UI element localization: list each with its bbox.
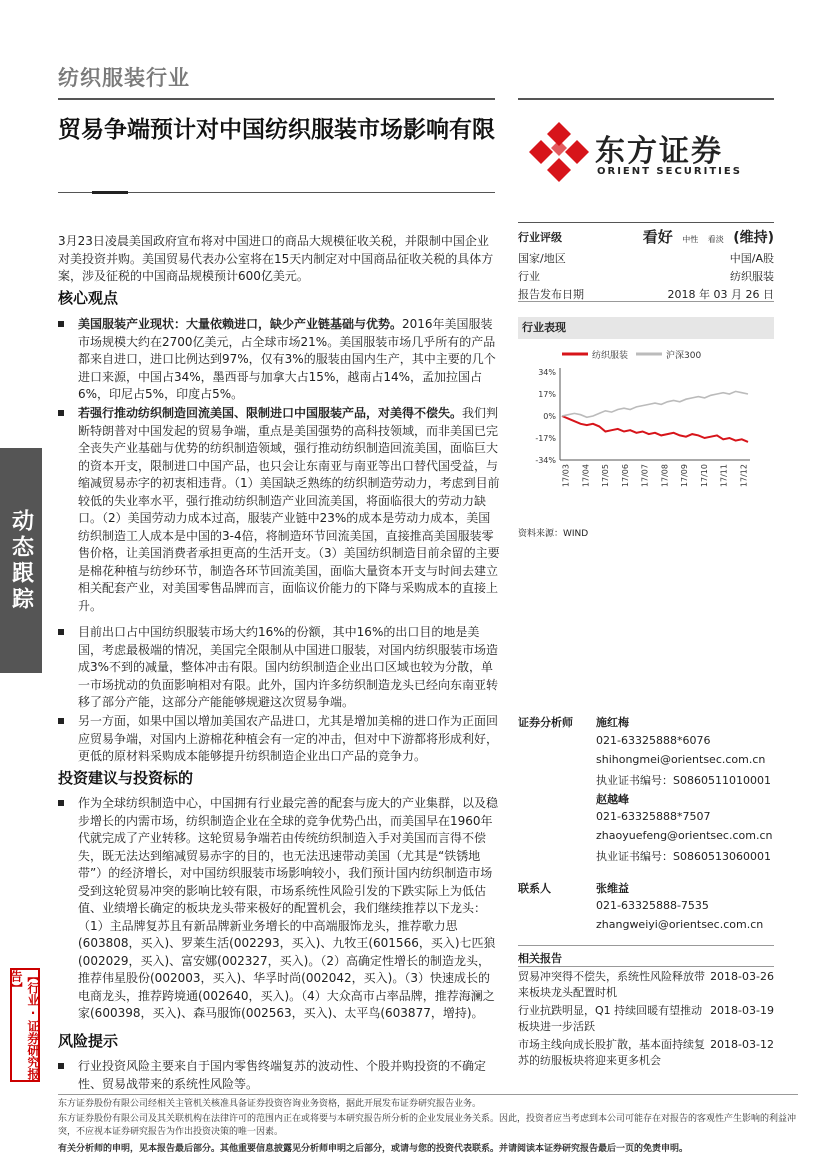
bullet-icon bbox=[58, 800, 64, 806]
bullet-icon bbox=[58, 718, 64, 724]
related-title[interactable]: 行业抗跌明显，Q1 持续回暖有望推动板块进一步活跃 bbox=[518, 1004, 703, 1033]
contact-label: 联系人 bbox=[518, 882, 551, 895]
bullet-icon bbox=[58, 1063, 64, 1069]
invest-heading: 投资建议与投资标的 bbox=[58, 769, 194, 787]
invest-text: 作为全球纺织制造中心，中国拥有行业最完善的配套与庞大的产业集群，以及稳步增长的内需市场，纺织制造企业在全球的竞争优势凸出，而美国早在1960年代就完成了产业转移。这轮贸易争端若由传统纺织制造入手对美国而言得不偿失，既无法达到缩减贸易赤字的目的，也无法迅速带动美国（尤其是“铁锈地带”）的经济增长，对中国纺织服装市场影响较小，我们预计国内纺织制造市场受到这轮贸易冲突的影响比较有限，市场系统性风险引发的下跌实际上为低估值、业绩增长确定的板块龙头带来极好的配置机会，我们继续推荐以下龙头：（1）主品牌复苏且有新品牌新业务增长的中高端服饰龙头，推荐歌力思(603808，买入)、罗莱生活(002293，买入)、九牧王(601566，买入)七匹狼(002029，买入)、富安娜(002327，买入)。（2）高确定性增长的制造龙头，推荐伟星股份(002003，买入)、华孚时尚(002042，买入)。（3）快速成长的电商龙头，推荐跨境通(002640，买入)。（4）大众高市占率品牌，推荐海澜之家(600398，买入)、森马服饰(002563，买入)、太平鸟(603877，增持)。 bbox=[78, 796, 499, 1020]
series-line-textile bbox=[562, 416, 748, 442]
company-logo bbox=[527, 118, 767, 188]
risk-bullet bbox=[58, 1058, 500, 1093]
y-tick-label: 0% bbox=[543, 412, 556, 421]
rating-row-key: 报告发布日期 bbox=[518, 288, 584, 301]
related-list bbox=[518, 966, 774, 1067]
bullet-text: 我们判断特朗普对中国发起的贸易争端，重点是美国强势的高科技领域，而非美国已完全丧失产业基础与优势的纺织制造领域，强行推动纺织制造回流美国，面临巨大的资本开支，限制进口中国产品，也只会让东南亚与南亚等出口替代国受益，与缩减贸易赤字的初衷相违背。（1）美国缺乏熟练的纺织制造劳动力，考虑到目前较低的失业率水平，强行推动纺织制造产业回流美国，将面临很大的劳动力缺口。（2）美国劳动力成本过高，服装产业链中23%的成本是劳动力成本，美国纺织制造工人成本是中国的3-4倍，将制造环节回流美国，直接推高美国服装零售价格，让美国消费者承担更高的生活开支。（3）美国纺织制造目前余留的主要是棉花种植与纺纱环节，制造各环节回流美国，面临大量资本开支与时间去建立相关配套产业，对美国零售品牌而言，面临议价能力的下降与采购成本的直接上升。 bbox=[78, 406, 500, 613]
x-tick-label: 17/10 bbox=[699, 464, 709, 488]
bullet-icon bbox=[58, 321, 64, 327]
core-bullet-1 bbox=[58, 316, 500, 404]
bullet-text: 2016年美国服装市场规模大约在2700亿美元，占全球市场21%。美国服装市场几乎所有的产品都来自进口，进口比例达到97%，仅有3%的服装由国内生产，其中主要的几个进口来源，中国占34%，墨西哥与加拿大占15%，越南占14%，孟加拉国占6%，印尼占5%，印度占5%。 bbox=[78, 317, 496, 401]
y-tick-label: 17% bbox=[538, 390, 556, 399]
x-tick-label: 17/05 bbox=[601, 464, 611, 488]
bullet-text: 目前出口占中国纺织服装市场大约16%的份额，其中16%的出口目的地是美国，考虑最极端的情况，美国完全限制从中国进口服装，对国内纺织服装市场造成3%不到的减量，整体冲击有限。国内纺织制造企业出口区域也较为分散，单一市场扰动的负面影响相对有限。此外，国内许多纺织制造龙头已经向东南亚转移了部分产能，这部分产能能够规避这次贸易争端。 bbox=[78, 625, 499, 709]
analyst-phone-1: 021-63325888*6076 bbox=[596, 734, 711, 747]
rating-row-value: 中国/A股 bbox=[729, 252, 774, 265]
industry-label: 纺织服装行业 bbox=[58, 66, 190, 90]
legend-label-textile: 纺织服装 bbox=[592, 351, 629, 361]
contact-phone: 021-63325888-7535 bbox=[596, 899, 709, 912]
rating-status: (维持) bbox=[733, 230, 774, 246]
analyst-phone-2: 021-63325888*7507 bbox=[596, 810, 711, 823]
rating-opt-neutral: 中性 bbox=[682, 235, 699, 244]
related-title[interactable]: 贸易冲突得不偿失，系统性风险释放带来板块龙头配置时机 bbox=[518, 970, 705, 999]
rating-row-value: 2018 年 03 月 26 日 bbox=[667, 288, 774, 301]
title-accent-bar bbox=[92, 191, 128, 194]
risk-heading: 风险提示 bbox=[58, 1032, 119, 1050]
analysts-block bbox=[518, 714, 774, 864]
side-tab-dynamic: 动态跟踪 bbox=[0, 448, 42, 673]
perf-heading: 行业表现 bbox=[518, 317, 774, 339]
rating-row-key: 国家/地区 bbox=[518, 252, 566, 265]
x-tick-label: 17/08 bbox=[660, 464, 670, 488]
rating-table bbox=[518, 226, 774, 302]
bullet-bold: 美国服装产业现状：大量依赖进口，缺少产业链基础与优势。 bbox=[78, 317, 403, 331]
x-tick-label: 17/09 bbox=[680, 464, 690, 488]
footer-line-1: 东方证券股份有限公司经相关主管机关核准具备证券投资咨询业务资格，据此开展发布证券研究报告业务。 bbox=[58, 1099, 482, 1109]
bullet-text: 另一方面，如果中国以增加美国农产品进口，尤其是增加美棉的进口作为正面回应贸易争端，对国内上游棉花种植会有一定的冲击，但对中下游都将形成利好，更低的原材料采购成本能够提升纺织制造企业出口产品的竞争力。 bbox=[78, 714, 499, 763]
y-tick-label: -17% bbox=[535, 434, 556, 443]
bullet-icon bbox=[58, 410, 64, 416]
related-date: 2018-03-12 bbox=[710, 1038, 774, 1051]
bullet-bold: 若强行推动纺织制造回流美国、限制进口中国服装产品，对美得不偿失。 bbox=[78, 406, 463, 420]
related-date: 2018-03-26 bbox=[710, 970, 774, 983]
bullet-icon bbox=[58, 629, 64, 635]
related-heading: 相关报告 bbox=[518, 952, 562, 965]
y-tick-label: 34% bbox=[538, 368, 556, 377]
invest-bullet bbox=[58, 795, 500, 1023]
header-divider-right bbox=[518, 98, 774, 100]
core-bullet-4 bbox=[58, 713, 500, 766]
rating-label: 行业评级 bbox=[518, 231, 562, 244]
header-divider bbox=[58, 98, 495, 100]
risk-text: 行业投资风险主要来自于国内零售终端复苏的波动性、个股并购投资的不确定性、贸易战带来的系统性风险等。 bbox=[78, 1059, 487, 1091]
intro-paragraph: 3月23日凌晨美国政府宣布将对中国进口的商品大规模征收关税，并限制中国企业对美投资并购。美国贸易代表办公室将在15天内制定对中国商品征收关税的具体方案，涉及征税的中国商品规模预计600亿美元。 bbox=[58, 234, 494, 283]
rating-row-key: 行业 bbox=[518, 270, 540, 283]
rating-top-line bbox=[518, 222, 774, 223]
rating-row-value: 纺织服装 bbox=[730, 270, 774, 283]
related-title[interactable]: 市场主线向成长股扩散，基本面持续复苏的纺服板块将迎来更多机会 bbox=[518, 1038, 705, 1067]
related-date: 2018-03-19 bbox=[710, 1004, 774, 1017]
x-tick-label: 17/07 bbox=[640, 464, 650, 488]
legend-label-hs300: 沪深300 bbox=[666, 351, 702, 361]
chart-source: 资料来源：WIND bbox=[518, 529, 589, 539]
rating-opt-negative: 看淡 bbox=[707, 235, 724, 244]
footer-line-2: 东方证券股份有限公司及其关联机构在法律许可的范围内正在或将要与本研究报告所分析的企业发展业务关系。因此，投资者应当考虑到本公司可能存在对报告的客观性产生影响的利益冲突，不应视本证券研究报告为作出投资决策的唯一因素。 bbox=[58, 1114, 797, 1137]
core-bullet-3 bbox=[58, 624, 500, 712]
analyst-name-1: 施红梅 bbox=[596, 716, 629, 729]
series-line-hs300 bbox=[562, 391, 748, 417]
footer-line-3: 有关分析师的申明，见本报告最后部分。其他重要信息披露见分析师申明之后部分，或请与您的投资代表联系。并请阅读本证券研究报告最后一页的免责申明。 bbox=[58, 1144, 689, 1154]
core-heading: 核心观点 bbox=[58, 289, 119, 307]
contact-name: 张维益 bbox=[596, 882, 629, 895]
footer-divider bbox=[58, 1094, 798, 1095]
analyst-name-2: 赵越峰 bbox=[596, 793, 629, 806]
contact-block bbox=[518, 880, 774, 930]
x-tick-label: 17/06 bbox=[620, 464, 630, 488]
related-divider bbox=[518, 945, 774, 946]
report-title: 贸易争端预计对中国纺织服装市场影响有限 bbox=[58, 117, 495, 143]
perf-chart bbox=[518, 342, 774, 512]
x-tick-label: 17/04 bbox=[581, 464, 591, 488]
analyst-cert-1: 执业证书编号：S0860511010001 bbox=[596, 774, 771, 787]
rating-bottom-line bbox=[518, 301, 774, 302]
rating-value: 看好 bbox=[642, 228, 673, 246]
x-tick-label: 17/03 bbox=[561, 464, 571, 488]
perf-chart-svg bbox=[518, 342, 774, 512]
logo-cn: 东方证券 bbox=[595, 134, 723, 169]
contact-email[interactable]: zhangweiyi@orientsec.com.cn bbox=[596, 918, 764, 931]
y-tick-label: -34% bbox=[535, 456, 556, 465]
side-tab-report-type: 【行业·证券研究报告】 bbox=[9, 970, 40, 1080]
x-tick-label: 17/11 bbox=[719, 464, 729, 488]
logo-en: ORIENT SECURITIES bbox=[597, 166, 742, 177]
analyst-cert-2: 执业证书编号：S0860513060001 bbox=[596, 850, 771, 863]
analyst-email-1[interactable]: shihongmei@orientsec.com.cn bbox=[596, 753, 766, 766]
logo-mark-icon bbox=[527, 120, 591, 184]
analyst-label: 证券分析师 bbox=[518, 716, 573, 729]
core-bullet-2 bbox=[58, 405, 500, 615]
analyst-email-2[interactable]: zhaoyuefeng@orientsec.com.cn bbox=[596, 829, 773, 842]
x-tick-label: 17/12 bbox=[739, 464, 749, 488]
